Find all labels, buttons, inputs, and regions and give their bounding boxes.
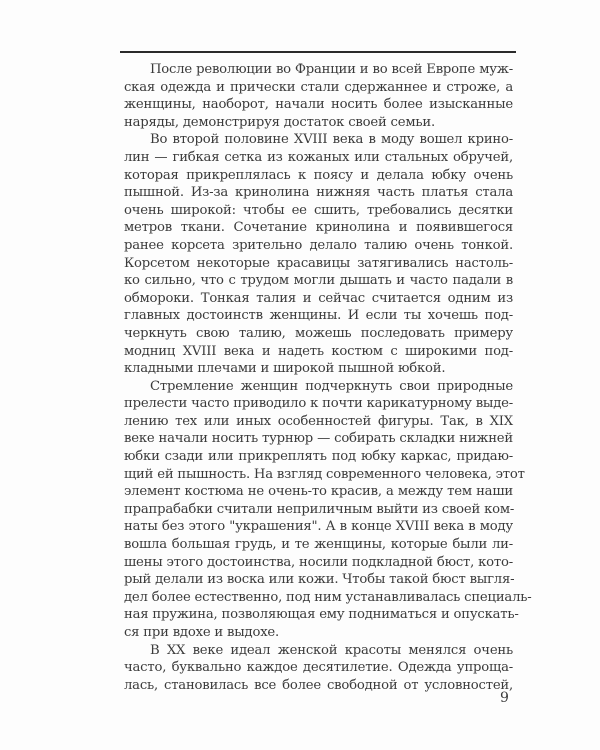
text-line: щий ей пышность. На взгляд современного человека, этот — [124, 466, 525, 482]
text-line: В XX веке идеал женской красоты менялся очень — [150, 642, 513, 658]
text-line: черкнуть свою талию, можешь последовать примеру — [124, 325, 513, 341]
text-line: наряды, демонстрируя достаток своей семьи. — [124, 114, 435, 130]
text-line: юбки сзади или прикреплять под юбку каркас, придаю- — [124, 449, 513, 465]
text-line: ся при вдохе и выдохе. — [124, 625, 280, 640]
text-line: метров ткани. Сочетание кринолина и появившегося — [124, 220, 513, 236]
header-rule — [120, 51, 516, 53]
text-line: элемент костюма не очень-то красив, а между тем наши — [124, 484, 513, 500]
text-line: Стремление женщин подчеркнуть свои природные — [150, 378, 513, 394]
text-line: наты без этого "украшения". А в конце XVIII века в моду — [124, 519, 513, 535]
text-line: часто, буквально каждое десятилетие. Одежда упроща- — [124, 660, 513, 676]
body-text — [124, 61, 532, 694]
text-line: главных достоинств женщины. И если ты хочешь под- — [124, 308, 513, 324]
text-line: очень широкой: чтобы ее сшить, требовались десятки — [124, 202, 513, 218]
text-line: Корсетом некоторые красавицы затягивались настоль- — [124, 255, 513, 271]
text-line: лин — гибкая сетка из кожаных или стальных обручей, — [124, 149, 513, 165]
text-line: рый делали из воска или кожи. Чтобы такой бюст выгля- — [124, 572, 515, 588]
text-line: вошла большая грудь, и те женщины, которые были ли- — [124, 537, 513, 553]
text-line: прелести часто приводило к почти карикатурному выде- — [124, 396, 514, 412]
text-line: дел более естественно, под ним устанавливалась специаль- — [124, 589, 532, 605]
text-line: лась, становилась все более свободной от условностей, — [124, 677, 513, 693]
text-line: веке начали носить турнюр — собирать складки нижней — [124, 431, 513, 447]
text-line: лению тех или иных особенностей фигуры. Так, в XIX — [124, 413, 513, 429]
text-line: обмороки. Тонкая талия и сейчас считается одним из — [124, 290, 513, 306]
text-line: ко сильно, что с трудом могли дышать и часто падали в — [124, 273, 513, 289]
text-line: После революции во Франции и во всей Европе муж- — [150, 62, 513, 77]
text-line: пышной. Из-за кринолина нижняя часть платья стала — [124, 185, 513, 201]
text-line: прапрабабки считали неприличным выйти из своей ком- — [124, 501, 515, 517]
text-line: которая прикреплялась к поясу и делала юбку очень — [124, 167, 513, 183]
text-line: женщины, наоборот, начали носить более изысканные — [124, 97, 513, 113]
page-number: 9 — [500, 690, 509, 706]
text-line: ная пружина, позволяющая ему подниматься и опускать- — [124, 607, 519, 623]
text-line: модниц XVIII века и надеть костюм с широкими под- — [124, 343, 513, 359]
text-line: шены этого достоинства, носили подкладной бюст, кото- — [124, 554, 513, 570]
text-line: кладными плечами и широкой пышной юбкой. — [124, 361, 446, 377]
text-line: ранее корсета зрительно делало талию очень тонкой. — [124, 237, 513, 253]
text-line: Во второй половине XVIII века в моду вошел крино- — [150, 132, 513, 148]
text-line: ская одежда и прически стали сдержаннее и строже, а — [124, 79, 513, 95]
